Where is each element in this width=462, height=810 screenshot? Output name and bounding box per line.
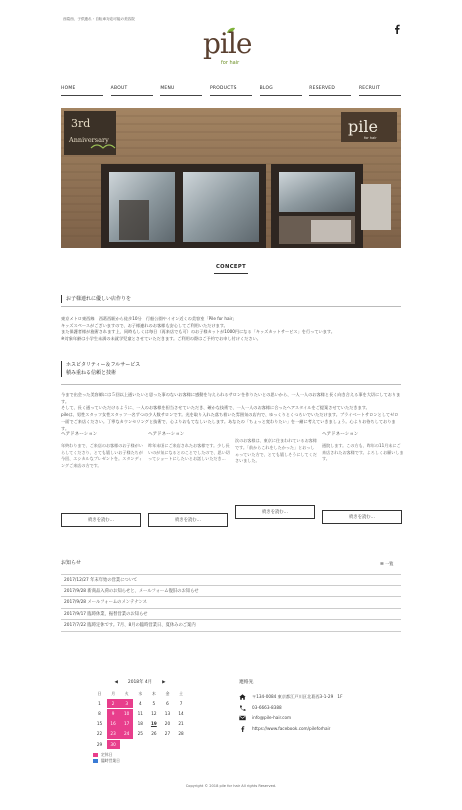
calendar-day: 18 [137, 721, 143, 727]
text-line: 今まで出会った美容師には５回以上通いたいと思った事のないお客様に感動を与えられるサロンを作りたいとの思いから、一人一人のお客様と長く向き合える事を大切にしております。 [61, 392, 401, 404]
hero-storefront-image [61, 108, 401, 248]
header-tagline: 西葛西、子供連れ・自転車対応可能の美容院 [63, 17, 135, 21]
read-more-button[interactable]: 続きを読む… [235, 505, 315, 519]
calendar-day: 24 [120, 729, 133, 739]
calendar-day: 11 [137, 710, 143, 716]
calendar-legend [93, 752, 187, 764]
card-text: 昨年末頃にご来店されたお客様です。少し長いのが気になるとのことでしたので、思い切ってショートにしたいとお話しいただき… [148, 442, 230, 462]
read-more-button[interactable]: 続きを読む… [148, 513, 228, 527]
nav-menu[interactable]: MENU [160, 86, 202, 96]
calendar-day: 2 [107, 699, 120, 709]
facebook-icon [239, 726, 246, 732]
calendar-weekday: 土 [179, 690, 183, 696]
card-title: ヘアドネーション [61, 432, 98, 437]
calendar-day: 19 [150, 721, 157, 727]
business-calendar [93, 680, 187, 764]
calendar-day: 10 [120, 709, 133, 719]
concept-title: CONCEPT [215, 264, 247, 270]
calendar-weekday: 火 [124, 690, 129, 696]
calendar-weekday: 水 [138, 690, 143, 696]
calendar-day [147, 740, 160, 750]
facebook-url: https://www.facebook.com/pileforhair [252, 725, 331, 731]
prev-month-icon[interactable]: ◀ [114, 680, 118, 685]
blog-card [61, 432, 143, 470]
calendar-weekday: 金 [165, 690, 170, 696]
calendar-day: 1 [98, 700, 101, 706]
calendar-day [120, 740, 133, 750]
shop-sign-sub: for hair [364, 136, 377, 140]
calendar-day [175, 740, 188, 750]
card-text: 次のお客様は、東京に住まわれているお客様です。「前からこれをしたかった」とおっしゃっていた方で、とても嬉しそうにしてくださいました。 [235, 438, 317, 464]
calendar-day: 28 [178, 731, 184, 737]
calendar-day: 4 [138, 700, 142, 706]
calendar-day: 16 [107, 719, 120, 729]
contact-email[interactable] [239, 713, 409, 724]
calendar-weekday: 月 [111, 690, 115, 696]
contact-phone[interactable] [239, 703, 409, 714]
storefront-illustration [61, 108, 401, 248]
text-line: そして、長く通っていただけるように、一人のお客様を担当させていただき、確かな技術で、一人一人のお客様に合ったヘアスタイルをご提案させていただきます。 [61, 405, 370, 411]
calendar-day: 17 [120, 719, 133, 729]
section-divider [61, 384, 401, 385]
anniversary-sign-number: 3rd [71, 117, 91, 130]
calendar-day: 20 [164, 721, 171, 727]
news-list [61, 574, 401, 632]
list-icon: ☰ [380, 561, 386, 566]
logo-word: pile [203, 27, 252, 60]
legend-temp [93, 758, 187, 764]
news-item[interactable]: 2017/9/28 新商品入荷のお知らせと、メールフォーム復旧のお知らせ [61, 586, 401, 598]
logo-subtitle: for hair [221, 60, 240, 66]
facebook-icon[interactable] [393, 24, 401, 34]
site-logo[interactable] [199, 24, 263, 70]
calendar-weekday: 木 [151, 690, 156, 696]
phone-text: 03-6663-8388 [252, 704, 282, 710]
blog-card [322, 432, 404, 463]
text-line: ※対象年齢は小学生未満の未就学児童とさせていただきます。ご利用の際はご予約でお申し付けください。 [61, 336, 261, 342]
legend-closed-swatch [93, 753, 98, 757]
text-line: また保護者様が施術されます上、同時もしくは毎日（再来店でも可）のお子様カットが1000円になる「キッズカットサービス」を行っています。 [61, 329, 335, 335]
calendar-day: 3 [120, 699, 133, 709]
text-line: キッズスペースがございますので、お子様連れのお客様も安心してご利用いただけます。 [61, 322, 228, 328]
section-hospitality-text [61, 392, 401, 432]
calendar-day: 7 [179, 700, 183, 706]
card-text: 年終わりまで、ご来店のお客様のお子様がいらしてくださり、とても嬉しいお子様たちが今回、エシカルなプレゼントを。スタンディングご来店の方です。 [61, 442, 143, 469]
footer-copyright: Copyright © 2018 pile for hair All rights Reserved. [185, 784, 277, 788]
calendar-day: 26 [151, 731, 157, 737]
card-title: ヘアドネーション [322, 432, 359, 437]
calendar-day: 21 [178, 721, 184, 727]
text-line: pileは、男性スタッフ女性スタッフ一名ずつの少人数サロンです。光を取り入れた落ち着いた雰囲気の店内で、ゆっくりとくつろいでいただけます。プライベートサロンとしてゼロ一面でご来店ください。丁寧なカウンセリングと技術で、心よりおもてなしいたします。あなたの「ちょっと変わりたい」を一緒に考えていきましょう。心よりお待ちしております。 [61, 412, 399, 431]
calendar-day: 14 [178, 710, 184, 716]
title-line: ホスピタリティー＆フルサービス [66, 362, 141, 368]
calendar-day: 27 [164, 731, 171, 737]
nav-products[interactable]: PRODUCTS [210, 86, 252, 96]
news-item[interactable]: 2017/9/28 メールフォームのメンテナンス [61, 597, 401, 609]
calendar-day: 30 [107, 740, 120, 750]
section-hospitality-title [61, 361, 140, 377]
section-kids-title: お子様連れに優しい店作りを [61, 295, 131, 303]
main-nav [61, 86, 401, 96]
calendar-day [134, 740, 147, 750]
news-more-label: 一覧 [385, 561, 394, 566]
read-more-button[interactable]: 続きを読む… [322, 510, 402, 524]
legend-closed-label: 定休日 [101, 752, 113, 758]
news-more-link[interactable] [380, 561, 393, 567]
legend-temp-label: 臨時営業日 [101, 758, 120, 764]
nav-home[interactable]: HOME [61, 86, 103, 96]
home-icon [239, 694, 246, 700]
section-kids-text [61, 316, 401, 343]
calendar-day: 15 [96, 721, 103, 727]
nav-about[interactable]: ABOUT [111, 86, 153, 96]
nav-blog[interactable]: BLOG [260, 86, 302, 96]
calendar-day: 6 [166, 700, 169, 706]
title-line: 積み重ねる信頼と技術 [66, 370, 117, 376]
blog-card [235, 434, 317, 465]
calendar-day: 22 [96, 731, 103, 737]
mail-icon [239, 715, 246, 721]
calendar-day: 13 [164, 710, 171, 716]
section-divider [61, 306, 401, 307]
calendar-day: 8 [98, 710, 101, 716]
read-more-button[interactable]: 続きを読む… [61, 513, 141, 527]
anniversary-sign-text: Anniversary [69, 136, 109, 144]
nav-recruit[interactable]: RECRUIT [359, 86, 401, 96]
news-item[interactable]: 2017/12/27 年末年始の営業について [61, 574, 401, 586]
next-month-icon[interactable]: ▶ [162, 680, 166, 685]
calendar-day: 5 [152, 700, 156, 706]
address-text: 〒134-0084 東京都江戸川区北葛西3-1-29 1F [252, 694, 343, 700]
calendar-day: 12 [151, 710, 157, 716]
contact-address [239, 692, 409, 703]
calendar-weekday: 日 [97, 690, 102, 696]
card-text: 通院します。この方も、昨年の11月末にご来店されたお客様です。よろしくお願いします。 [322, 442, 404, 462]
card-title: ヘアドネーション [148, 432, 185, 437]
contact-block [239, 679, 409, 734]
calendar-day: 23 [107, 729, 120, 739]
legend-temp-swatch [93, 759, 98, 763]
news-title: お知らせ [61, 560, 81, 566]
text-line: 東京メトロ東西線 西葛西駅から徒歩10分 行船公園やイオン近くの美容室「Pile for hair」 [61, 316, 237, 321]
news-item[interactable]: 2017/7/22 臨時定休です。7月、8月の臨時営業日、夏休みのご案内 [61, 620, 401, 632]
email-text: info@pile-hair.com [252, 715, 292, 721]
calendar-month-label: 2018年 4月 [127, 680, 153, 685]
contact-title: 連絡先 [239, 680, 254, 685]
concept-underline [214, 273, 248, 274]
calendar-day: 25 [137, 731, 143, 737]
blog-card [148, 432, 230, 463]
nav-reserved[interactable]: RESERVED [309, 86, 351, 96]
calendar-day: 29 [96, 741, 103, 747]
shop-sign: pile [348, 117, 378, 136]
calendar-day: 9 [107, 709, 120, 719]
calendar-grid [93, 689, 187, 750]
calendar-header [93, 680, 187, 687]
contact-facebook[interactable] [239, 724, 409, 735]
calendar-day [161, 740, 174, 750]
phone-icon [239, 705, 246, 711]
news-item[interactable]: 2017/9/17 臨時休業、振替営業のお知らせ [61, 609, 401, 621]
